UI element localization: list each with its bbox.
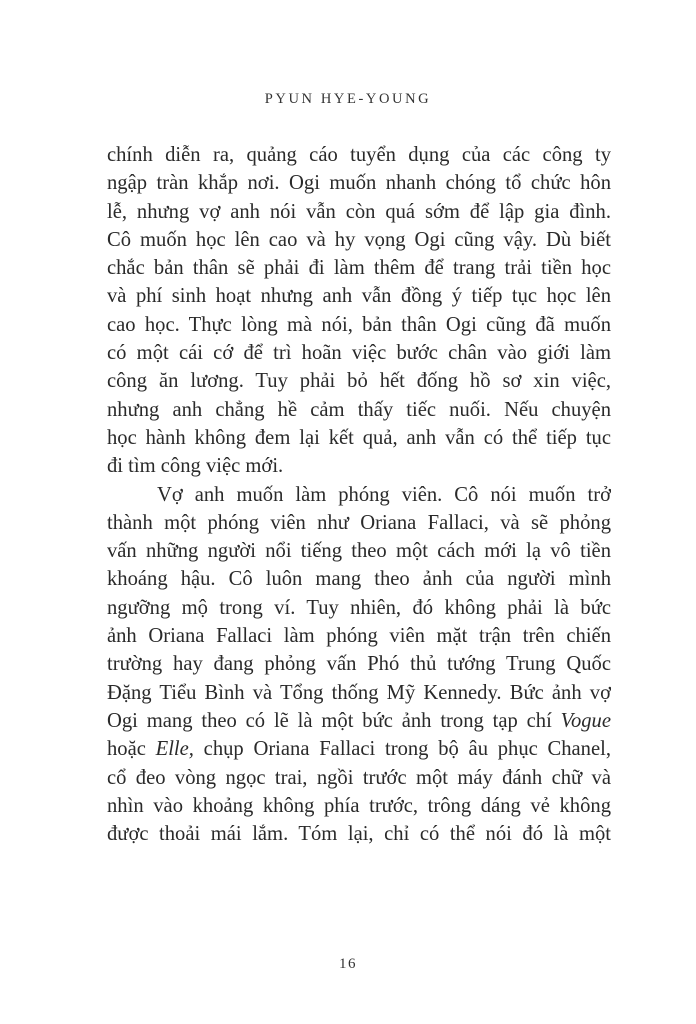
text-segment: nhưng anh chẳng hề cảm thấy tiếc nuối. Nếu chuyện bbox=[107, 398, 611, 421]
text-segment: chính diễn ra, quảng cáo tuyển dụng của các công ty bbox=[107, 144, 611, 166]
text-segment: ảnh Oriana Fallaci làm phóng viên mặt trận trên chiến bbox=[107, 625, 611, 648]
text-line bbox=[107, 509, 611, 537]
text-line bbox=[107, 339, 611, 367]
text-segment: và phí sinh hoạt nhưng anh vẫn đồng ý tiếp tục học lên bbox=[107, 285, 611, 308]
text-segment: cổ đeo vòng ngọc trai, ngồi trước một máy đánh chữ và bbox=[107, 766, 611, 789]
text-line bbox=[107, 226, 611, 254]
text-line bbox=[107, 311, 611, 339]
text-segment: chụp Oriana Fallaci trong bộ âu phục Chanel, bbox=[193, 738, 611, 761]
text-segment: khoáng hậu. Cô luôn mang theo ảnh của người mình bbox=[107, 568, 611, 591]
body-text bbox=[107, 141, 611, 848]
text-line bbox=[107, 452, 611, 480]
text-segment: được thoải mái lắm. Tóm lại, chỉ có thể nói đó là một bbox=[107, 823, 611, 846]
text-line bbox=[107, 169, 611, 197]
text-line bbox=[107, 764, 611, 792]
text-segment: lễ, nhưng vợ anh nói vẫn còn quá sớm để lập gia đình. bbox=[107, 200, 611, 223]
text-line bbox=[107, 679, 611, 707]
text-line bbox=[107, 565, 611, 593]
text-line bbox=[107, 594, 611, 622]
page-number: 16 bbox=[339, 956, 357, 972]
text-segment: công ăn lương. Tuy phải bỏ hết đống hồ sơ xin việc, bbox=[107, 370, 611, 393]
text-segment: ngưỡng mộ trong ví. Tuy nhiên, đó không phải là bức bbox=[107, 596, 611, 619]
text-line bbox=[107, 282, 611, 310]
text-line bbox=[107, 622, 611, 650]
text-segment: Vợ anh muốn làm phóng viên. Cô nói muốn trở bbox=[157, 483, 611, 506]
text-segment: thành một phóng viên như Oriana Fallaci, và sẽ phỏng bbox=[107, 511, 611, 534]
text-line bbox=[107, 424, 611, 452]
text-line bbox=[107, 481, 611, 509]
text-line bbox=[107, 735, 611, 763]
text-segment: trường hay đang phỏng vấn Phó thủ tướng Trung Quốc bbox=[107, 653, 611, 676]
text-segment: nhìn vào khoảng không phía trước, trông dáng vẻ không bbox=[107, 794, 611, 817]
text-line bbox=[107, 141, 611, 169]
italic-title: Vogue bbox=[560, 709, 611, 732]
text-segment: vấn những người nổi tiếng theo một cách mới lạ vô tiền bbox=[107, 540, 611, 563]
text-segment: Ogi mang theo có lẽ là một bức ảnh trong tạp chí bbox=[107, 709, 561, 732]
paragraph bbox=[107, 141, 611, 481]
text-segment: đi tìm công việc mới. bbox=[107, 455, 284, 478]
text-segment: hoặc bbox=[107, 738, 156, 761]
text-line bbox=[107, 254, 611, 282]
text-line bbox=[107, 396, 611, 424]
paragraph bbox=[107, 481, 611, 849]
text-line bbox=[107, 820, 611, 848]
text-segment: có một cái cớ để trì hoãn việc bước chân vào giới làm bbox=[107, 342, 611, 365]
text-line bbox=[107, 707, 611, 735]
text-segment: cao học. Thực lòng mà nói, bản thân Ogi cũng đã muốn bbox=[107, 313, 611, 336]
text-segment: học hành không đem lại kết quả, anh vẫn có thể tiếp tục bbox=[107, 426, 611, 449]
text-line bbox=[107, 537, 611, 565]
text-segment: Đặng Tiểu Bình và Tổng thống Mỹ Kennedy. Bức ảnh vợ bbox=[107, 681, 611, 704]
text-line bbox=[107, 792, 611, 820]
text-line bbox=[107, 198, 611, 226]
text-segment: chắc bản thân sẽ phải đi làm thêm để trang trải tiền học bbox=[107, 257, 611, 280]
text-segment: ngập tràn khắp nơi. Ogi muốn nhanh chóng tổ chức hôn bbox=[107, 172, 611, 195]
italic-title: Elle, bbox=[155, 738, 194, 761]
text-line bbox=[107, 367, 611, 395]
text-line bbox=[107, 650, 611, 678]
text-segment: Cô muốn học lên cao và hy vọng Ogi cũng vậy. Dù biết bbox=[107, 228, 611, 251]
running-head: PYUN HYE-YOUNG bbox=[264, 91, 432, 107]
